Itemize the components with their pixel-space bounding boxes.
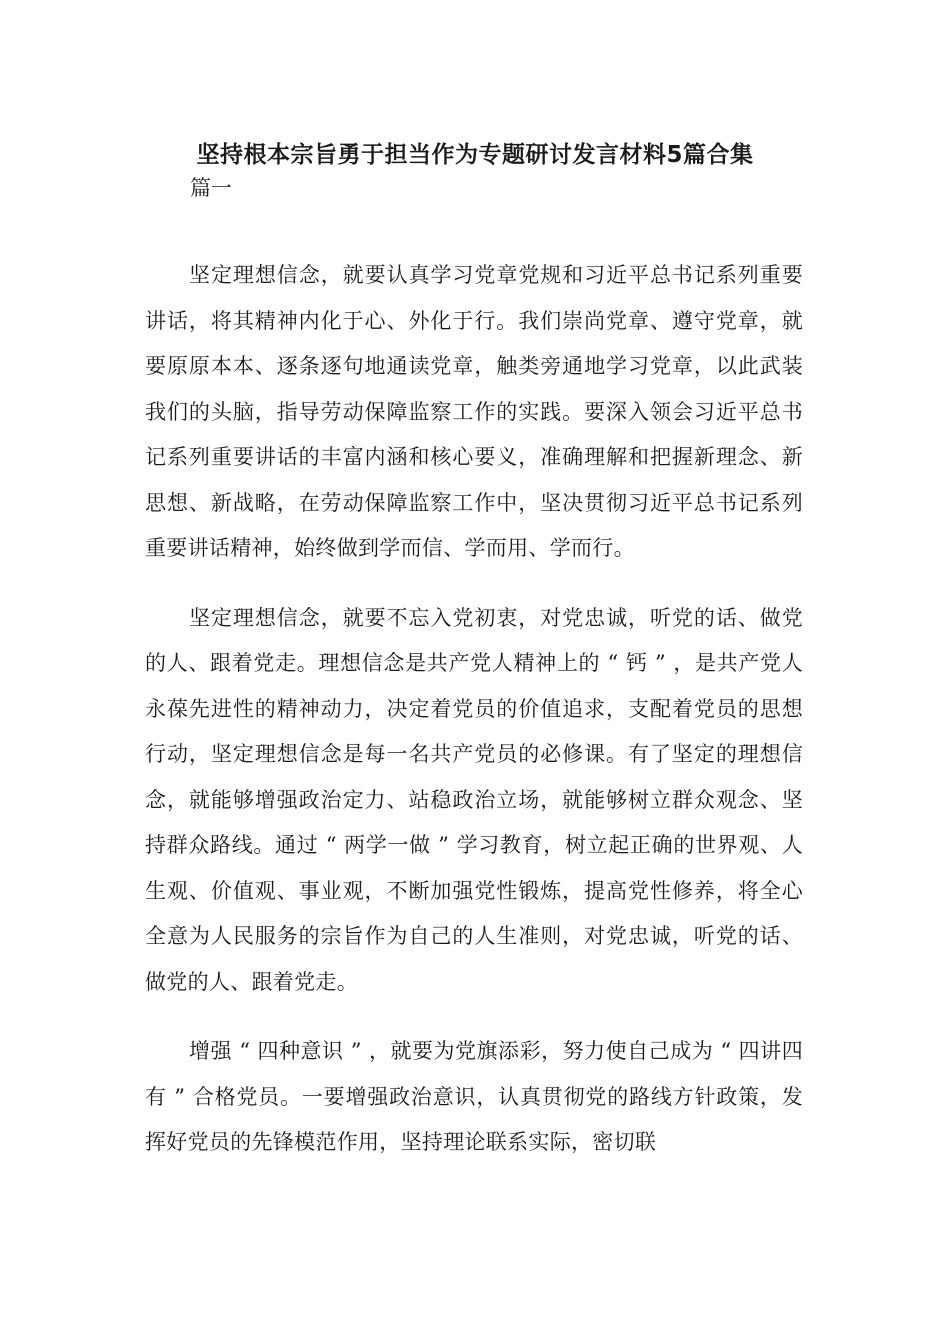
section-label: 篇一 <box>190 176 232 200</box>
document-body <box>145 253 803 1190</box>
document-title: 坚持根本宗旨勇于担当作为专题研讨发言材料5篇合集 <box>196 142 754 168</box>
paragraph-3: 增强 “ 四种意识 ” ，就要为党旗添彩，努力使自己成为 “ 四讲四有 ” 合格党员。一要增强政治意识，认真贯彻党的路线方针政策，发挥好党员的先锋模范作用，坚持理论联系实际，密切联 <box>145 1039 803 1154</box>
paragraph-1: 坚定理想信念，就要认真学习党章党规和习近平总书记系列重要讲话，将其精神内化于心、外化于行。我们崇尚党章、遵守党章，就要原原本本、逐条逐句地通读党章，触类旁通地学习党章，以此武装我们的头脑，指导劳动保障监察工作的实践。要深入领会习近平总书记系列重要讲话的丰富内涵和核心要义，准确理解和把握新理念、新思想、新战略，在劳动保障监察工作中，坚决贯彻习近平总书记系列重要讲话精神，始终做到学而信、学而用、学而行。 <box>145 263 803 560</box>
paragraph-2: 坚定理想信念，就要不忘入党初衷，对党忠诚，听党的话、做党的人、跟着党走。理想信念是共产党人精神上的 “ 钙 ” ，是共产党人永葆先进性的精神动力，决定着党员的价值追求，支配着党员的思想行动，坚定理想信念是每一名共产党员的必修课。有了坚定的理想信念，就能够增强政治定力、站稳政治立场，就能够树立群众观念、坚持群众路线。通过 “ 两学一做 ” 学习教育，树立起正确的世界观、人生观、价值观、事业观，不断加强党性锻炼，提高党性修养，将全心全意为人民服务的宗旨作为自己的人生准则，对党忠诚，听党的话、做党的人、跟着党走。 <box>145 605 803 994</box>
